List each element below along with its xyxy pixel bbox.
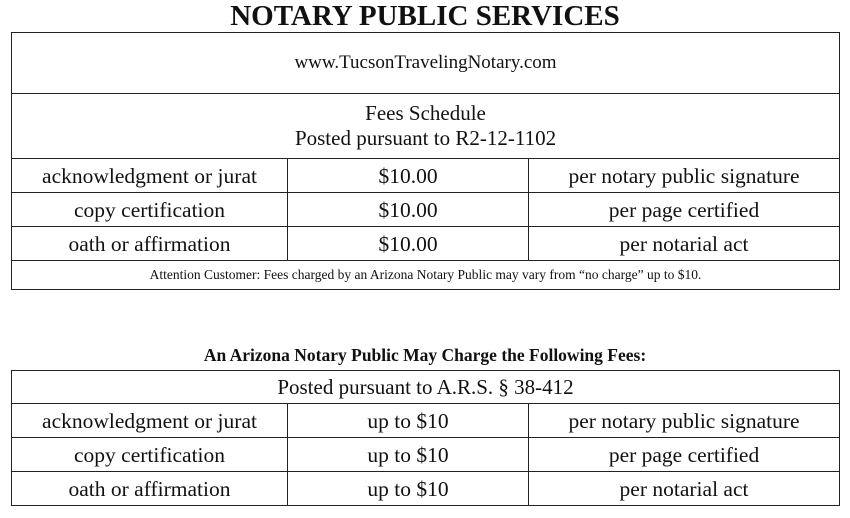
arizona-fees-table — [11, 370, 840, 506]
fee-cell: up to $10 — [288, 472, 529, 506]
service-cell: copy certification — [12, 438, 288, 472]
table-row — [12, 438, 840, 472]
fee-cell: $10.00 — [288, 227, 529, 261]
basis-cell: per page certified — [529, 193, 840, 227]
schedule-posted-citation: Posted pursuant to R2-12-1102 — [294, 126, 557, 150]
service-cell: oath or affirmation — [12, 472, 288, 506]
service-cell: oath or affirmation — [12, 227, 288, 261]
website-cell — [12, 33, 840, 94]
arizona-fees-heading: An Arizona Notary Public May Charge the Following Fees: — [203, 345, 647, 365]
basis-cell: per notary public signature — [529, 159, 840, 193]
fee-cell: up to $10 — [288, 438, 529, 472]
basis-cell: per notarial act — [529, 472, 840, 506]
table-row — [12, 193, 840, 227]
table-row — [12, 227, 840, 261]
statute-cell — [12, 371, 840, 404]
customer-notice: Attention Customer: Fees charged by an Arizona Notary Public may vary from “no charge” up to $10. — [149, 267, 702, 282]
fee-cell: $10.00 — [288, 159, 529, 193]
statute-citation: Posted pursuant to A.R.S. § 38-412 — [277, 374, 574, 399]
fee-cell: up to $10 — [288, 404, 529, 438]
customer-notice-cell — [12, 261, 840, 290]
basis-cell: per page certified — [529, 438, 840, 472]
website-url: www.TucsonTravelingNotary.com — [294, 52, 557, 73]
service-cell: copy certification — [12, 193, 288, 227]
service-cell: acknowledgment or jurat — [12, 404, 288, 438]
schedule-heading: Fees Schedule — [365, 101, 486, 125]
schedule-header-cell — [12, 94, 840, 159]
table-row — [12, 404, 840, 438]
basis-cell: per notary public signature — [529, 404, 840, 438]
fees-schedule-table — [11, 32, 840, 290]
service-cell: acknowledgment or jurat — [12, 159, 288, 193]
basis-cell: per notarial act — [529, 227, 840, 261]
table-row — [12, 472, 840, 506]
page-title: NOTARY PUBLIC SERVICES — [230, 0, 620, 32]
table-row — [12, 159, 840, 193]
fee-cell: $10.00 — [288, 193, 529, 227]
